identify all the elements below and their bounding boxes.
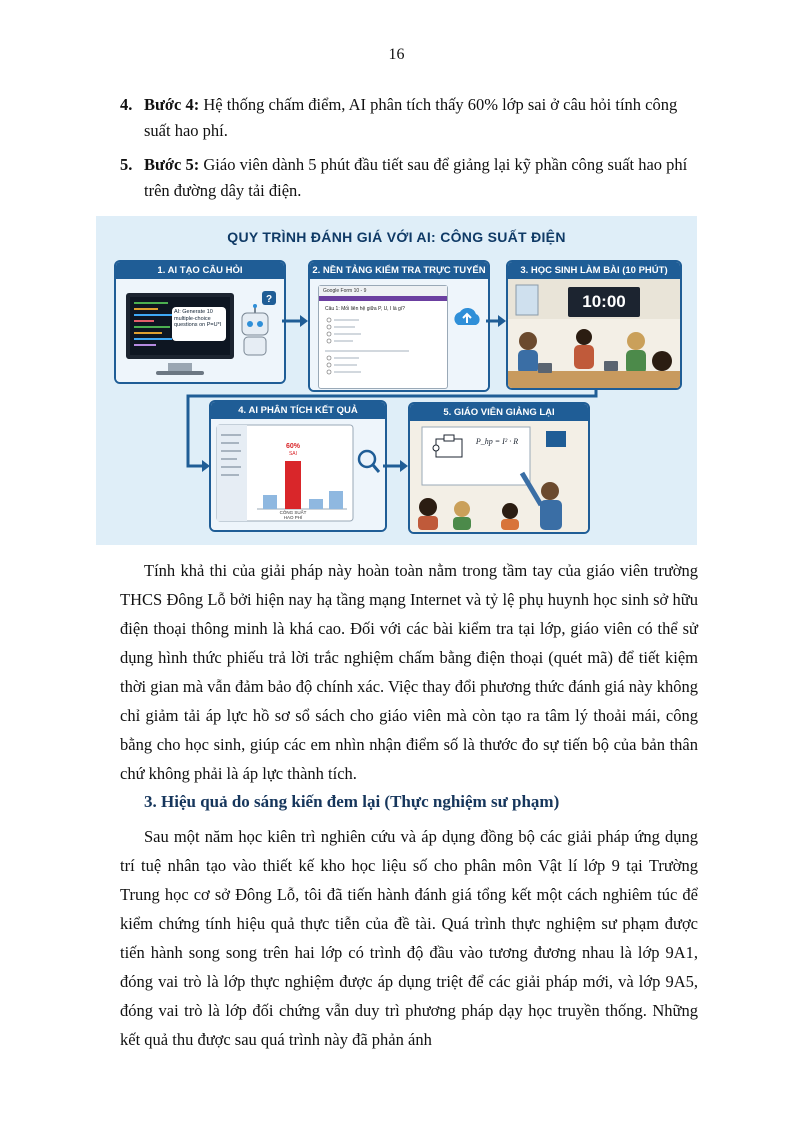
power-loss-formula: P_hp = I² · R [475,437,519,446]
panel-title: 5. GIÁO VIÊN GIẢNG LẠI [410,404,588,421]
error-label: SAI [288,451,298,457]
form-question: Câu 1: Mối liên hệ giữa P, U, I là gì? [325,306,405,312]
bar-category-label: CÔNG SUẤT HAO PHÍ [279,510,307,520]
workflow-arrows [96,216,697,545]
infographic-title: QUY TRÌNH ĐÁNH GIÁ VỚI AI: CÔNG SUẤT ĐIỆN [227,229,566,245]
step-text: Giáo viên dành 5 phút đầu tiết sau để giảng lại kỹ phần công suất hao phí trên đường dây tải điện. [144,155,688,200]
section-heading: 3. Hiệu quả do sáng kiến đem lại (Thực nghiệm sư phạm) [144,792,560,811]
step-text: Hệ thống chấm điểm, AI phân tích thấy 60% lớp sai ở câu hỏi tính công suất hao phí. [144,95,678,140]
countdown-timer: 10:00 [582,292,626,311]
step-number: 5. [120,155,133,174]
step-label: Bước 5: [144,155,200,174]
step-number: 4. [120,95,133,114]
step-item [120,92,705,144]
step-item [120,152,705,204]
panel-title: 1. AI TẠO CÂU HỎI [116,262,284,279]
paragraph-feasibility: Tính khả thi của giải pháp này hoàn toàn nằm trong tầm tay của giáo viên trường THCS Đông Lỗ bởi hiện nay hạ tầng mạng Internet và tỷ lệ phụ huynh học sinh sở hữu điện thoại thông minh là khá cao. Đối với các bài kiểm tra tại lớp, giáo viên có thể sử dụng hình thức phiếu trả lời trắc nghiệm chấm bằng điện thoại (quét mã) để tiết kiệm thời gian mà vẫn đảm bảo độ chính xác. Việc thay đổi phương thức đánh giá này không chỉ giảm tải áp lực hồ sơ sổ sách cho giáo viên mà còn tạo ra tâm lý thoải mái, công bằng cho học sinh, giúp các em nhìn nhận điểm số là thước đo sự tiến bộ của bản thân chứ không phải là áp lực thành tích. [120,561,698,783]
workflow-infographic [96,216,697,545]
page-number: 16 [388,46,405,63]
panel-title: 4. AI PHÂN TÍCH KẾT QUẢ [211,402,385,419]
paragraph-effectiveness: Sau một năm học kiên trì nghiên cứu và áp dụng đồng bộ các giải pháp ứng dụng trí tuệ nhân tạo vào thiết kế kho học liệu số cho phân môn Vật lí lớp 9 tại Trường Trung học cơ sở Đông Lỗ, tôi đã tiến hành đánh giá tổng kết một cách nghiêm túc để kiểm chứng tính hiệu quả thực tiễn của đề tài. Quá trình thực nghiệm sư phạm được tiến hành song song trên hai lớp có trình độ đầu vào tương đương nhau là lớp 9A1, đóng vai trò là lớp thực nghiệm được áp dụng triệt để các giải pháp mới, và lớp 9A5, đóng vai trò là lớp đối chứng vẫn duy trì phương pháp dạy học truyền thống. Những kết quả thu được sau quá trình này đã phản ánh [120,827,698,1049]
panel-title: 2. NỀN TẢNG KIỂM TRA TRỰC TUYẾN [310,262,488,279]
step-label: Bước 4: [144,95,200,114]
error-percent: 60% [285,443,300,450]
svg-text:?: ? [265,294,273,305]
step-list [120,92,705,212]
form-header: Google Form 10 - 9 [319,286,447,296]
ai-prompt-bubble: AI: Generate 10 multiple-choice questions on P=U*I [174,309,222,328]
panel-title: 3. HỌC SINH LÀM BÀI (10 PHÚT) [508,262,680,279]
